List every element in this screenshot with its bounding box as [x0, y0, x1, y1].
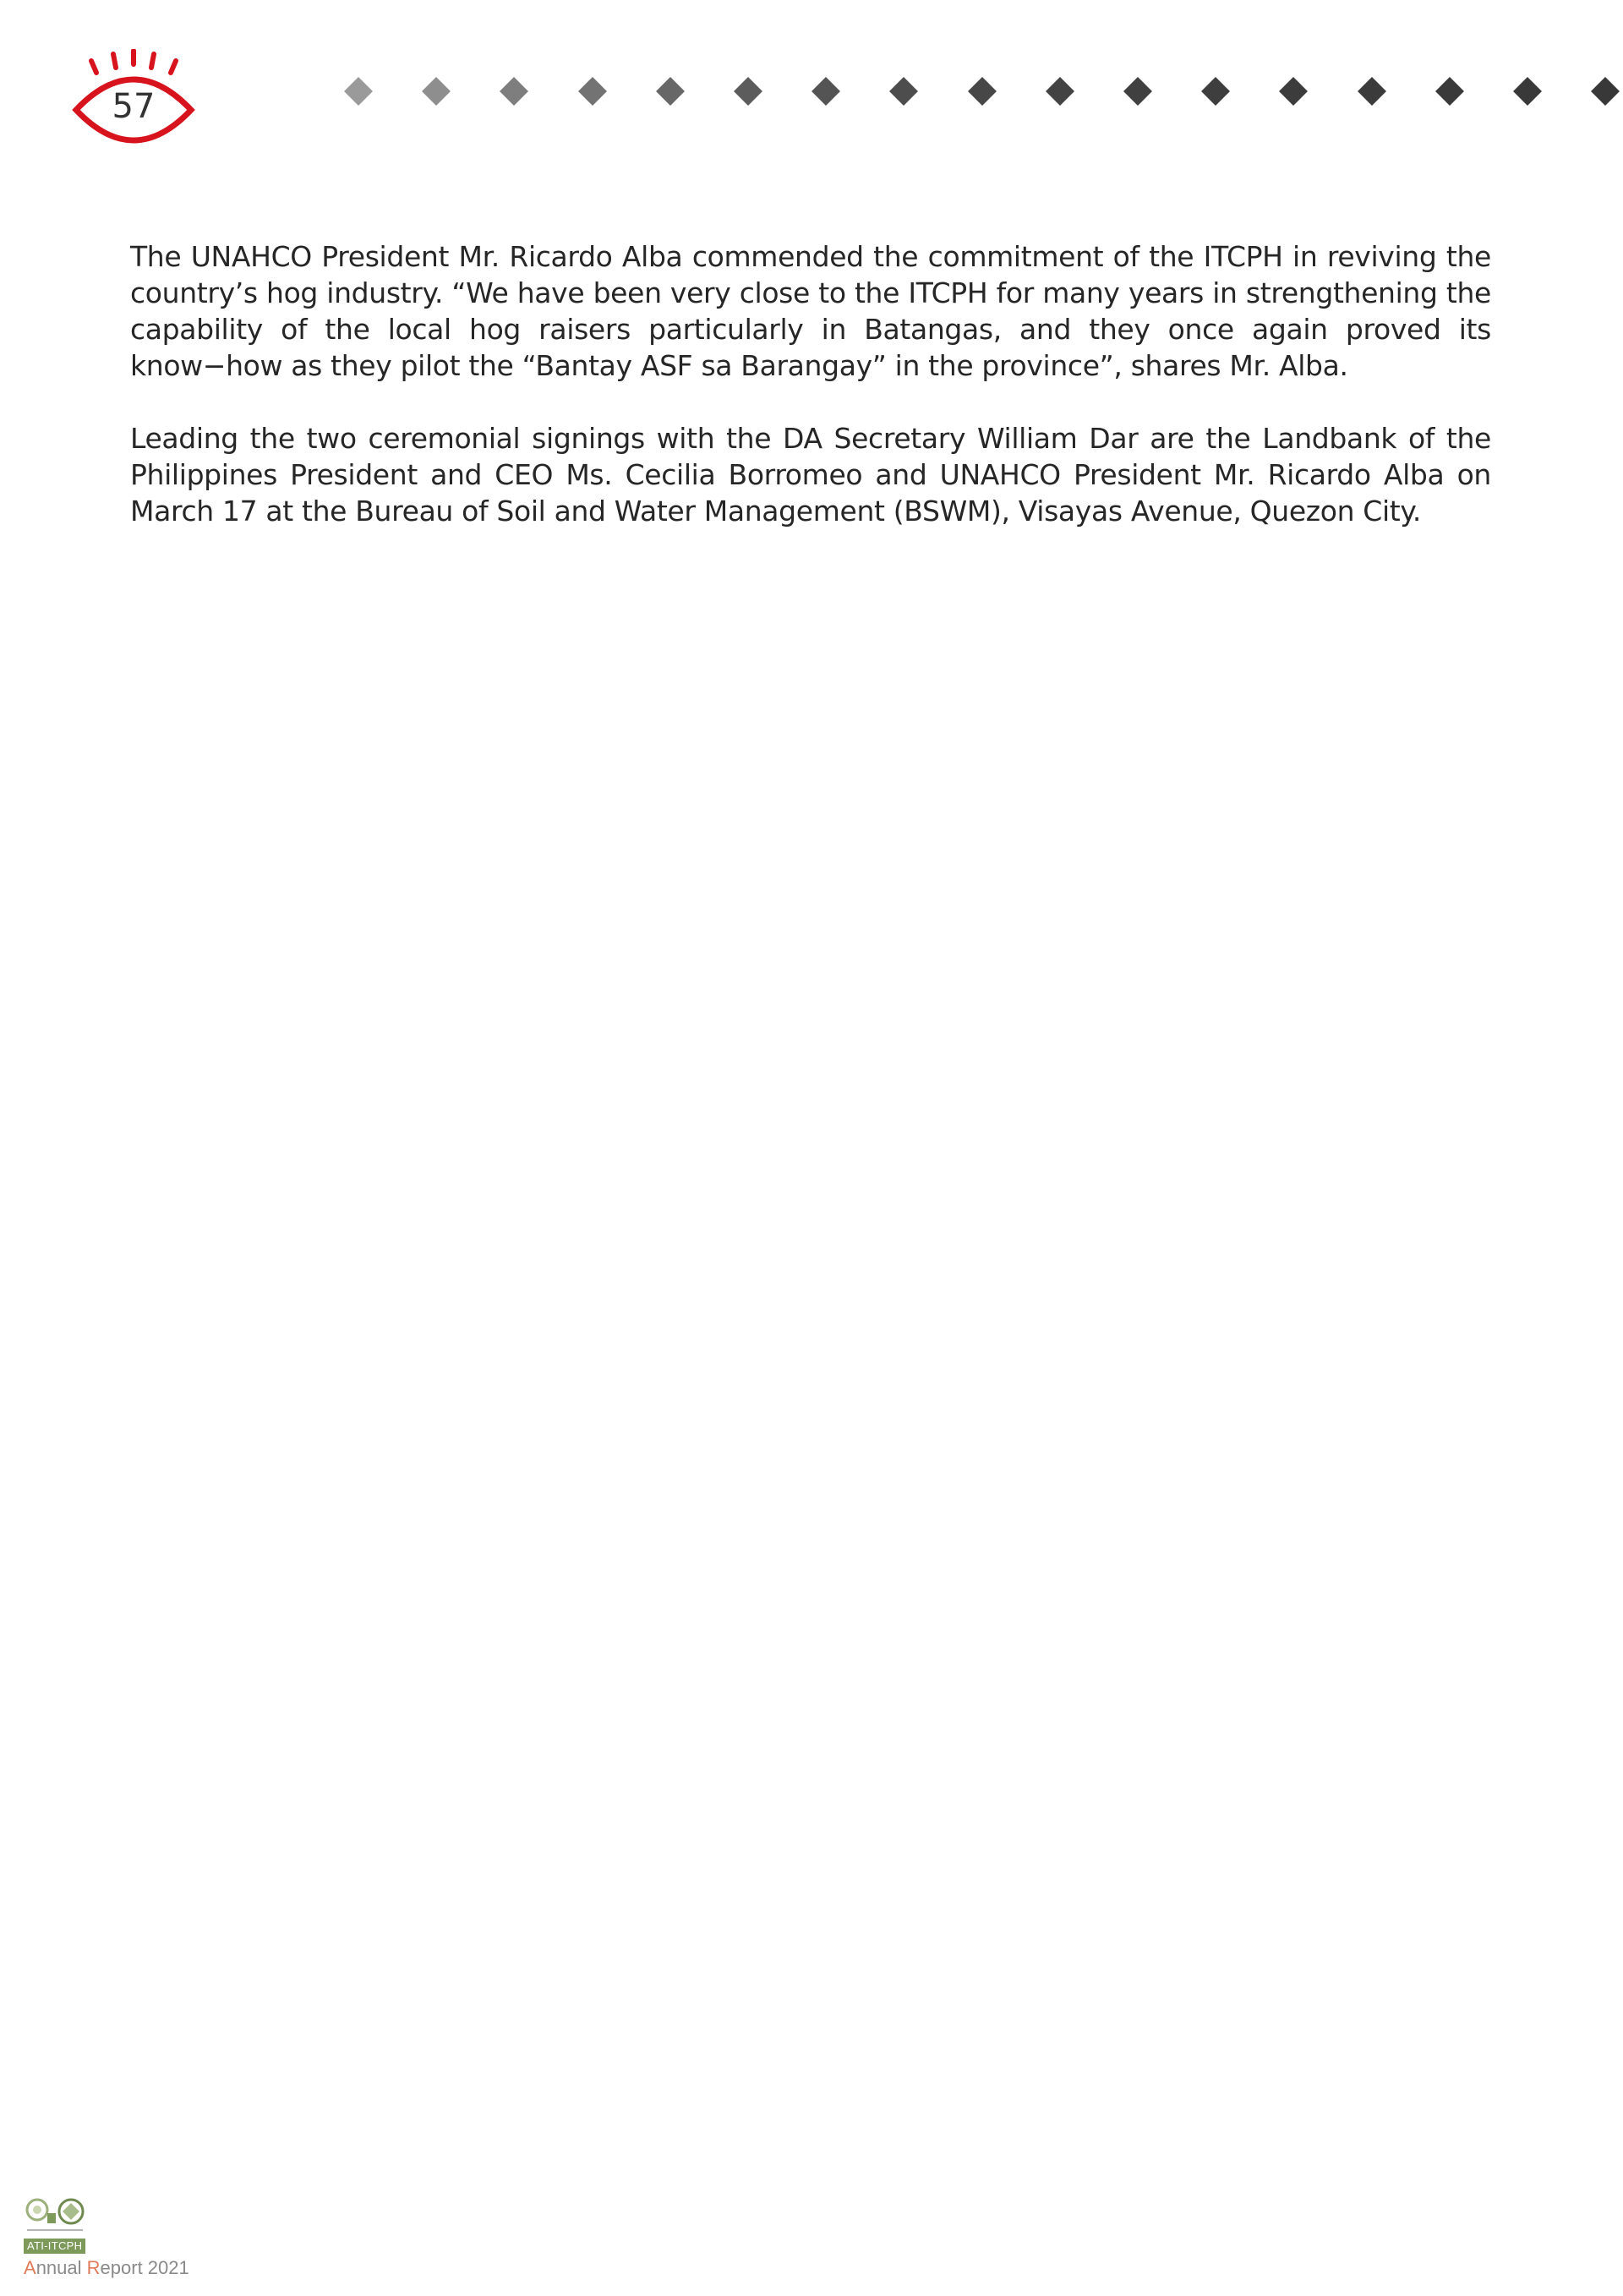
decorative-diamond-icon — [344, 77, 373, 106]
page-number: 57 — [112, 87, 156, 126]
decorative-diamond-icon — [1279, 77, 1308, 106]
decorative-diamond-icon — [1358, 77, 1386, 106]
paragraph: The UNAHCO President Mr. Ricardo Alba commended the commitment of the ITCPH in reviving the country’s hog industry. “We have been very close to the ITCPH for many years in strengthening the capability of the local hog raisers particularly in Batangas, and they once again proved its know−how as they pilot the “Bantay ASF sa Barangay” in the province”, shares Mr. Alba. — [130, 240, 1491, 382]
report-label-accent: R — [86, 2257, 101, 2278]
report-label-accent: A — [24, 2257, 36, 2278]
decorative-diamond-icon — [500, 77, 528, 106]
decorative-diamond-icon — [578, 77, 607, 106]
decorative-diamond-row — [0, 81, 1623, 115]
decorative-diamond-icon — [422, 77, 451, 106]
decorative-diamond-icon — [734, 77, 762, 106]
report-label-text: nnual — [36, 2257, 87, 2278]
ati-itcph-logo-icon — [24, 2196, 91, 2237]
decorative-diamond-icon — [968, 77, 997, 106]
decorative-diamond-icon — [889, 77, 918, 106]
report-label-text: eport 2021 — [100, 2257, 189, 2278]
decorative-diamond-icon — [812, 77, 840, 106]
paragraph: Leading the two ceremonial signings with the DA Secretary William Dar are the Landbank of the Philippines President and CEO Ms. Cecilia Borromeo and UNAHCO President Mr. Ricardo Alba on March 17 at the Bureau of Soil and Water Management (BSWM), Visayas Avenue, Quezon City. — [130, 422, 1491, 528]
footer — [22, 2196, 276, 2281]
decorative-diamond-icon — [1513, 77, 1542, 106]
logo-tag: ATI-ITCPH — [24, 2239, 85, 2254]
decorative-diamond-icon — [1201, 77, 1230, 106]
article-body — [130, 238, 1491, 566]
decorative-diamond-icon — [1591, 77, 1620, 106]
decorative-diamond-icon — [656, 77, 685, 106]
decorative-diamond-icon — [1046, 77, 1074, 106]
decorative-diamond-icon — [1123, 77, 1152, 106]
decorative-diamond-icon — [1435, 77, 1464, 106]
report-label — [24, 2257, 189, 2279]
